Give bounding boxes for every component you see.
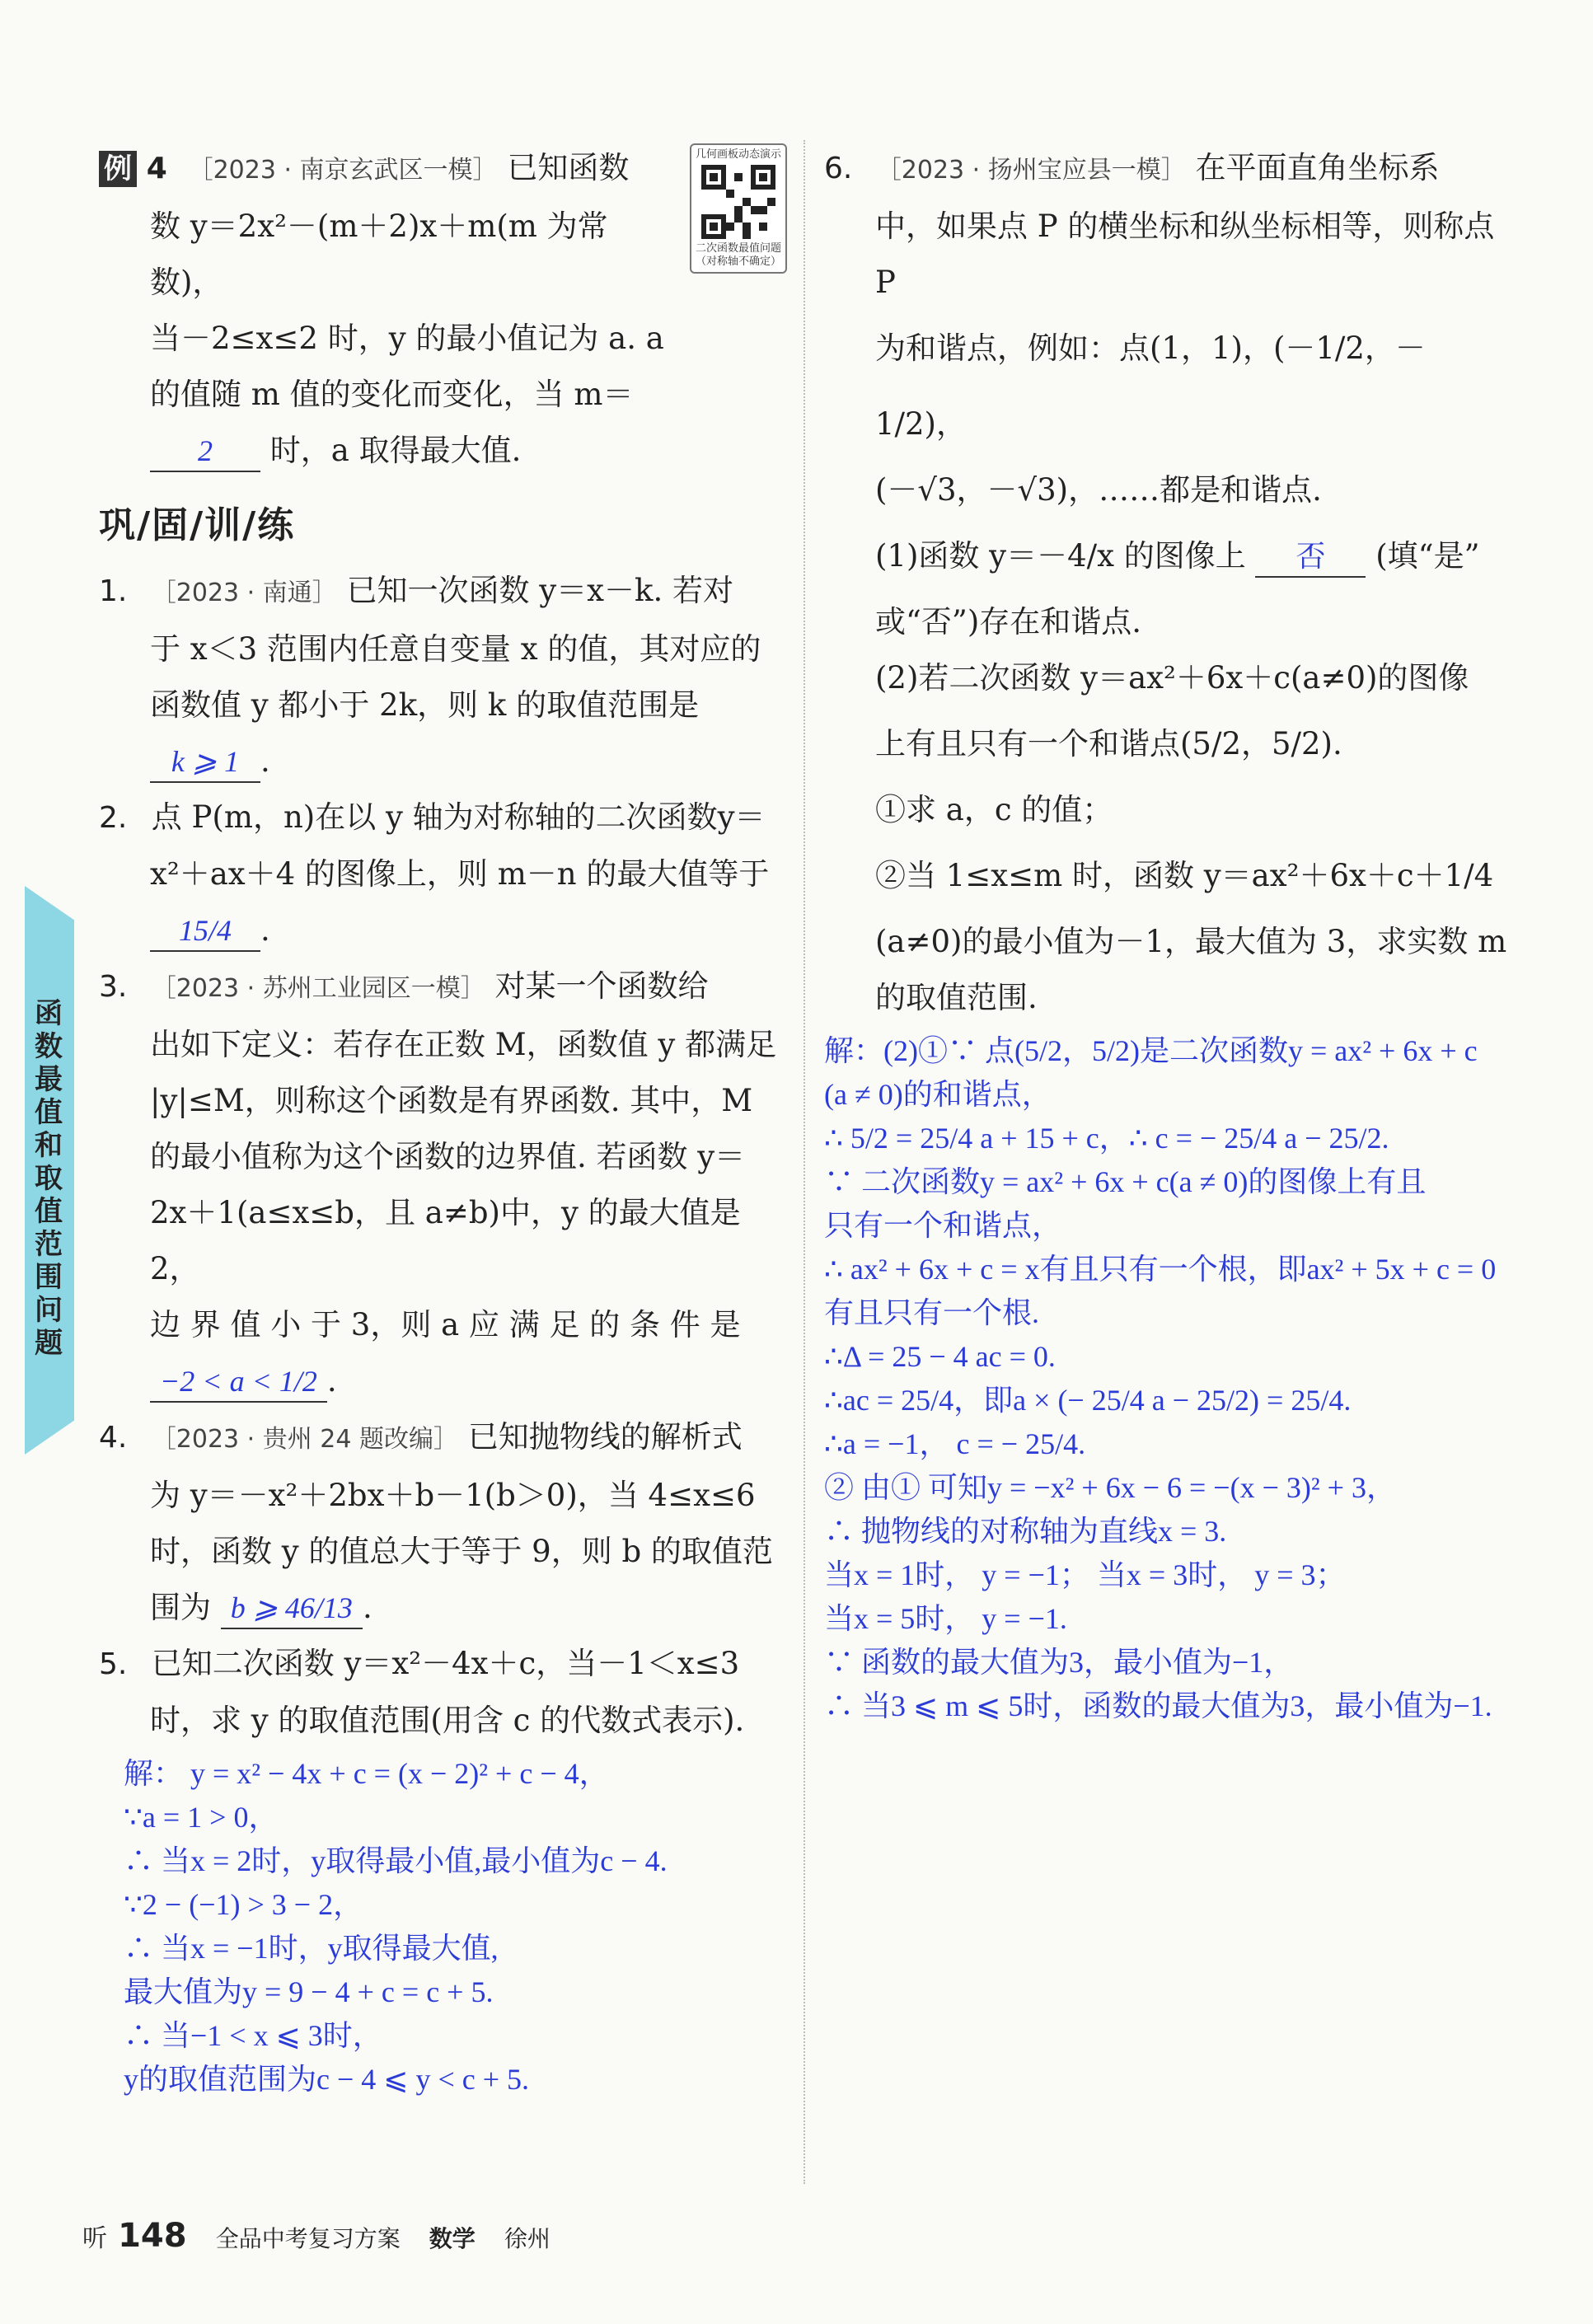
solution-line: y的取值范围为c − 4 ⩽ y < c + 5. bbox=[124, 2063, 530, 2096]
period: . bbox=[326, 1363, 337, 1399]
solution-line: ∴ac = 25/4，即a × (− 25/4 a − 25/2) = 25/4. bbox=[824, 1384, 1352, 1417]
answer-blank: b ⩾ 46/13 bbox=[221, 1588, 363, 1629]
solution-line: 有且只有一个根. bbox=[824, 1296, 1040, 1329]
question-line: 出如下定义：若存在正数 M，函数值 y 都满足 bbox=[150, 1027, 777, 1062]
question-line: 点 P(m，n)在以 y 轴为对称轴的二次函数y＝ bbox=[151, 799, 766, 835]
question-number: 2. bbox=[99, 801, 128, 835]
example-text-3: 当－2≤x≤2 时，y 的最小值记为 a. a bbox=[150, 321, 664, 356]
example-4 bbox=[99, 140, 787, 479]
question-line: 对某一个函数给 bbox=[494, 968, 709, 1004]
example-badge: 例 bbox=[99, 151, 137, 187]
part-2-text: 的取值范围. bbox=[875, 980, 1038, 1015]
solution-line: ∴ 5/2 = 25/4 a + 15 + c，∴ c = − 25/4 a − 25/2. bbox=[824, 1122, 1389, 1155]
solution-line: ∵ 二次函数y = ax² + 6x + c(a ≠ 0)的图像上有且 bbox=[824, 1165, 1427, 1198]
question-4 bbox=[99, 1409, 787, 1636]
solution-line: 解：(2)①∵ 点(5/2，5/2)是二次函数y = ax² + 6x + c bbox=[824, 1034, 1478, 1067]
solution-line: ∴ 当3 ⩽ m ⩽ 5时，函数的最大值为3，最小值为−1. bbox=[824, 1689, 1492, 1722]
question-source: ［2023 · 南通］ bbox=[151, 579, 337, 607]
question-source: ［2023 · 贵州 24 题改编］ bbox=[151, 1425, 458, 1454]
question-line: (－√3，－√3)，……都是和谐点. bbox=[875, 472, 1322, 508]
solution-line: (a ≠ 0)的和谐点， bbox=[824, 1078, 1052, 1111]
left-column bbox=[99, 140, 787, 2101]
question-line: 中，如果点 P 的横坐标和纵坐标相等，则称点 P bbox=[875, 209, 1495, 300]
page-number: 148 bbox=[118, 2217, 187, 2255]
solution-line: ∵ 函数的最大值为3，最小值为−1， bbox=[824, 1646, 1294, 1679]
solution-line: 当x = 5时， y = −1. bbox=[824, 1602, 1067, 1635]
question-source: ［2023 · 苏州工业园区一模］ bbox=[151, 974, 485, 1003]
question-line: 已知抛物线的解析式 bbox=[467, 1419, 743, 1455]
part-2-text: ①求 a，c 的值； bbox=[875, 792, 1113, 827]
solution-line: ∵a = 1 > 0， bbox=[124, 1801, 279, 1834]
question-line: 为 y＝－x²＋2bx＋b－1(b＞0)，当 4≤x≤6 bbox=[150, 1478, 756, 1513]
solution-line: ∵2 − (−1) > 3 − 2， bbox=[124, 1888, 363, 1921]
solution-line: 只有一个和谐点， bbox=[824, 1209, 1062, 1242]
region-label: 徐州 bbox=[504, 2225, 551, 2252]
solution-line: 最大值为y = 9 − 4 + c = c + 5. bbox=[124, 1975, 494, 2008]
example-source: ［2023 · 南京玄武区一模］ bbox=[188, 156, 498, 185]
question-line: 时，求 y 的取值范围(用含 c 的代数式表示). bbox=[150, 1703, 745, 1738]
question-line: 2x＋1(a≤x≤b，且 a≠b)中，y 的最大值是 2， bbox=[150, 1195, 741, 1286]
listen-icon: 听 bbox=[82, 2224, 107, 2253]
question-6 bbox=[824, 140, 1508, 1728]
question-line: 边 界 值 小 于 3，则 a 应 满 足 的 条 件 是 bbox=[150, 1307, 741, 1342]
qr-label-top: 几何画板动态演示 bbox=[695, 148, 781, 161]
solution-line: ∴ ax² + 6x + c = x有且只有一个根，即ax² + 5x + c = 0 bbox=[824, 1253, 1497, 1286]
solution-line: ∴Δ = 25 − 4 ac = 0. bbox=[824, 1340, 1056, 1373]
question-line: 函数值 y 都小于 2k，则 k 的取值范围是 bbox=[150, 687, 700, 723]
qr-code-card[interactable] bbox=[690, 143, 787, 274]
question-line: |y|≤M，则称这个函数是有界函数. 其中，M bbox=[150, 1083, 753, 1118]
answer-blank: 15/4 bbox=[150, 911, 260, 952]
period: . bbox=[260, 743, 270, 779]
part-1-text: 或“否”)存在和谐点. bbox=[875, 604, 1142, 640]
period: . bbox=[260, 912, 270, 948]
subject-label: 数学 bbox=[429, 2225, 476, 2252]
solution-line: ∴a = −1， c = − 25/4. bbox=[824, 1427, 1086, 1460]
answer-blank: 否 bbox=[1255, 536, 1366, 578]
solution-line: ② 由① 可知y = −x² + 6x − 6 = −(x − 3)² + 3， bbox=[824, 1471, 1396, 1504]
period: . bbox=[362, 1590, 372, 1625]
question-number: 1. bbox=[99, 574, 128, 608]
column-divider bbox=[804, 140, 805, 2184]
solution-line: 解： y = x² − 4x + c = (x − 2)² + c − 4， bbox=[124, 1757, 609, 1790]
question-line: 已知一次函数 y＝x－k. 若对 bbox=[346, 573, 733, 608]
answer-blank: k ⩾ 1 bbox=[150, 742, 260, 783]
example-text-1: 已知函数 bbox=[507, 150, 630, 185]
question-2 bbox=[99, 790, 787, 958]
question-number: 6. bbox=[824, 152, 853, 185]
qr-label-bottom: 二次函数最值问题（对称轴不确定） bbox=[695, 242, 781, 268]
question-line: 时，函数 y 的值总大于等于 9，则 b 的取值范 bbox=[150, 1534, 773, 1569]
question-line: 已知二次函数 y＝x²－4x＋c，当－1＜x≤3 bbox=[151, 1646, 740, 1681]
answer-blank: −2 < a < 1/2 bbox=[150, 1361, 327, 1403]
part-2-text: (2)若二次函数 y＝ax²＋6x＋c(a≠0)的图像 bbox=[875, 660, 1469, 696]
part-2-text: ②当 1≤x≤m 时，函数 y＝ax²＋6x＋c＋1/4 bbox=[875, 858, 1494, 893]
question-line: x²＋ax＋4 的图像上，则 m－n 的最大值等于 bbox=[150, 856, 770, 892]
book-title: 全品中考复习方案 bbox=[215, 2225, 401, 2252]
part-1-text: (1)函数 y＝－4/x 的图像上 bbox=[875, 538, 1246, 574]
page-footer bbox=[82, 2217, 551, 2255]
question-number: 5. bbox=[99, 1647, 128, 1681]
solution-line: ∴ 当x = 2时，y取得最小值,最小值为c − 4. bbox=[124, 1844, 668, 1877]
question-number: 3. bbox=[99, 970, 128, 1004]
question-source: ［2023 · 扬州宝应县一模］ bbox=[876, 156, 1186, 185]
question-line: 的最小值称为这个函数的边界值. 若函数 y＝ bbox=[150, 1139, 746, 1174]
example-number: 4 bbox=[146, 152, 167, 185]
question-1 bbox=[99, 563, 787, 790]
example-text-5: 时，a 取得最大值. bbox=[269, 433, 522, 468]
solution-line: ∴ 当−1 < x ⩽ 3时， bbox=[124, 2019, 382, 2052]
handwritten-solution-5 bbox=[124, 1752, 787, 2101]
question-5 bbox=[99, 1636, 787, 2101]
part-2-text: 上有且只有一个和谐点(5/2，5/2). bbox=[875, 726, 1342, 761]
part-2-text: (a≠0)的最小值为－1，最大值为 3，求实数 m bbox=[875, 924, 1507, 959]
question-3 bbox=[99, 958, 787, 1409]
question-number: 4. bbox=[99, 1421, 128, 1455]
handwritten-solution-6 bbox=[824, 1029, 1508, 1728]
question-line: 于 x＜3 范围内任意自变量 x 的值，其对应的 bbox=[150, 631, 761, 667]
right-column bbox=[824, 140, 1508, 1728]
question-line: 为和谐点，例如：点(1，1)，(－1/2，－1/2)， bbox=[875, 330, 1426, 442]
section-title: 巩/固/训/练 bbox=[99, 504, 296, 546]
example-text-2: 数 y＝2x²－(m＋2)x＋m(m 为常数)， bbox=[150, 209, 608, 300]
example-answer: 2 bbox=[150, 431, 260, 472]
part-1-hint: (填“是” bbox=[1375, 538, 1480, 574]
qr-code-icon bbox=[701, 165, 775, 239]
question-line: 围为 bbox=[150, 1590, 211, 1625]
solution-line: ∴ 当x = −1时，y取得最大值, bbox=[124, 1932, 499, 1965]
question-line: 在平面直角坐标系 bbox=[1195, 150, 1440, 185]
solution-line: ∴ 抛物线的对称轴为直线x = 3. bbox=[824, 1515, 1227, 1548]
side-tab-label: 函数最值和取值范围问题 bbox=[35, 997, 63, 1360]
example-text-4: 的值随 m 值的变化而变化，当 m＝ bbox=[150, 377, 634, 412]
solution-line: 当x = 1时， y = −1； 当x = 3时， y = 3； bbox=[824, 1558, 1346, 1591]
